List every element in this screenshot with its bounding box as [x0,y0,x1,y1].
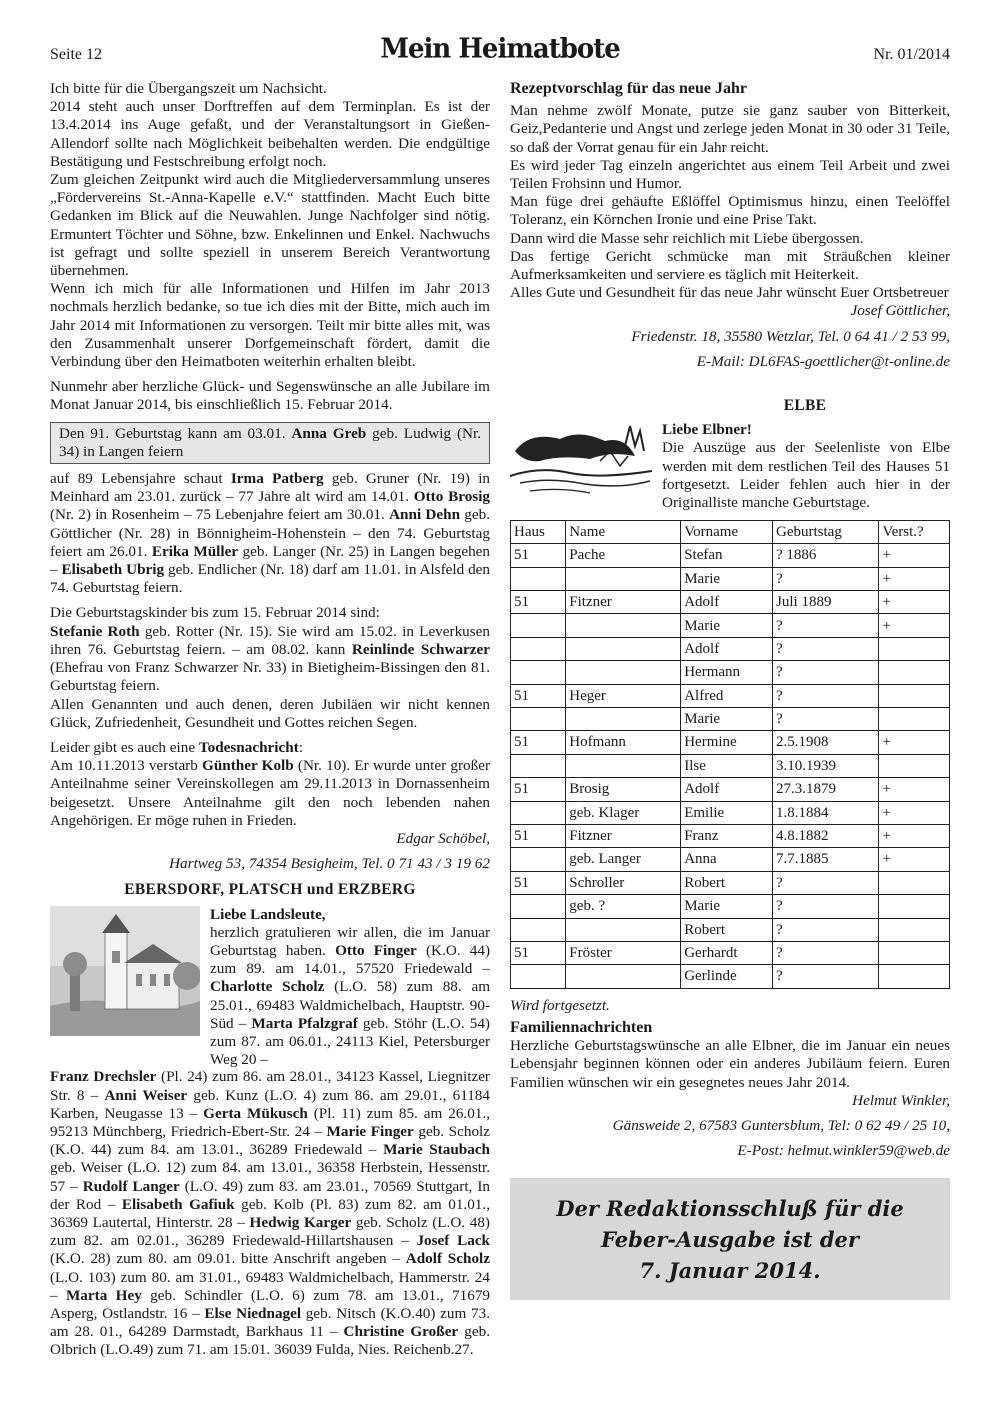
list-detail: geb. Weiser (L.O. 12) zum 84. am 13.01., 36358 Herbstein, Hessenstr. 57 – [50,1159,490,1195]
list-detail: (Pl. 24) zum 86. am 28.01., 34123 Kassel, Liegnitzer Str. 8 – [50,1068,490,1104]
table-cell [511,614,566,637]
list-detail: (L.O. 49) zum 83. am 23.01., 70569 Stuttgart, In der Rod – [50,1177,491,1213]
table-cell [511,965,566,988]
table-cell: ? [773,871,879,894]
table-cell [566,965,681,988]
list-name: Marta Hey [65,1286,142,1304]
paragraph: 2014 steht auch unser Dorftreffen auf dem Terminplan. Es ist der 13.4.2014 ins Auge gefaßt, und der Veranstaltungsort in Gießen-Allendorf sollte nach Möglichkeit beibehalten werden. Die endgültige Bestätigung und Festschreibung erfolgt noch. [50,98,490,170]
table-row [511,871,950,894]
birthday-list [50,1068,490,1359]
table-cell [566,661,681,684]
recipe-text: Man füge drei gehäufte Eßlöffel Optimismus hinzu, einen Teelöffel Toleranz, ein Körnchen Ironie und eine Prise Takt. [510,193,950,229]
table-cell: Robert [681,918,773,941]
table-cell: Hermann [681,661,773,684]
table-header-cell: Haus [511,521,566,544]
table-cell: geb. ? [566,895,681,918]
table-cell: + [879,544,950,567]
table-row [511,941,950,964]
list-name: Rudolf Langer [82,1177,180,1195]
recipe-text: Dann wird die Masse sehr reichlich mit Liebe übergossen. [510,229,864,247]
table-cell: 51 [511,824,566,847]
table-cell: Gerhardt [681,941,773,964]
signature-name: Helmut Winkler, [852,1091,950,1109]
paragraph: Nunmehr aber herzliche Glück- und Segenswünsche an alle Jubilare im Monat Januar 2014, bis einschließlich 15. Februar 2014. [50,378,490,414]
table-cell: Pache [566,544,681,567]
table-cell: 51 [511,684,566,707]
list-name: Else Niednagel [204,1305,302,1322]
table-cell [879,708,950,731]
table-cell: Brosig [566,778,681,801]
table-cell: Fröster [566,941,681,964]
list-name: Hedwig Karger [249,1213,352,1231]
list-name: Marie Finger [326,1122,414,1140]
jubilar-name: Anna Greb [291,424,367,442]
table-cell [511,754,566,777]
page-number: Seite 12 [50,46,102,63]
table-cell: 2.5.1908 [773,731,879,754]
table-header-row [511,521,950,544]
list-name: Elisabeth Gafiuk [121,1195,235,1213]
elbe-greeting: Liebe Elbner! [662,421,752,439]
table-cell: + [879,567,950,590]
table-cell: 51 [511,591,566,614]
recipe-heading: Rezeptvorschlag für das neue Jahr [510,80,748,97]
elbe-text: Die Auszüge aus der Seelenliste von Elbe werden mit dem restlichen Teil des Hauses 51 fortgesetzt. Leider fehlen auch hier in der Originalliste manche Geburtstage. [662,439,950,512]
table-cell [511,567,566,590]
table-row [511,614,950,637]
table-cell: Fitzner [566,824,681,847]
signature-address: Friedenstr. 18, 35580 Wetzlar, Tel. 0 64 41 / 2 53 99, [631,327,950,345]
table-cell: + [879,848,950,871]
table-cell: geb. Langer [566,848,681,871]
table-cell: ? 1886 [773,544,879,567]
list-detail: geb. Scholz (K.O. 44) zum 84. am 13.01., 36289 Friedewald – [50,1122,490,1159]
table-cell [566,637,681,660]
table-cell: 1.8.1884 [773,801,879,824]
table-cell: ? [773,567,879,590]
elbe-block [510,421,950,512]
birthday-paragraph: auf 89 Lebensjahre schaut Irma Patberg geb. Gruner (Nr. 19) in Meinhard am 23.01. zurück – 77 Jahre alt wird am 14.01. Otto Brosig (Nr. 2) in Rosenheim – 75 Lebenjahre feiert am 30.01. Anni Dehn geb. Göttlicher (Nr. 28) in Bönnigheim-Hohenstein – den 74. Geburtstag feiert am 26.01. Erika Müller geb. Langer (Nr. 25) in Langen begehen – Elisabeth Ubrig geb. Endlicher (Nr. 18) darf am 11.01. in Alsfeld den 74. Geburtstag feiern. [50,470,491,597]
table-cell: geb. Klager [566,801,681,824]
table-cell [879,661,950,684]
list-name: Marie Staubach [383,1141,491,1159]
table-cell: + [879,591,950,614]
list-detail: geb. Schindler (L.O. 6) zum 78. am 13.01., 71679 Asperg, Ostlandstr. 16 – [50,1286,491,1322]
signature-name: Josef Göttlicher, [850,302,950,320]
table-cell [511,801,566,824]
table-cell [566,567,681,590]
chapel-photo [50,906,200,1070]
table-cell [879,895,950,918]
table-cell: + [879,614,950,637]
table-row [511,801,950,824]
list-name: Charlotte Scholz [210,978,325,996]
table-cell: + [879,778,950,801]
list-detail: (L.O. 103) zum 80. am 31.01., 69483 Waldmichelbach, Hammerstr. 24 – [50,1268,490,1304]
table-row [511,848,950,871]
list-name: Otto Finger [335,941,417,959]
table-row [511,637,950,660]
list-detail: geb. Kolb (Pl. 83) zum 82. am 01.01., 36369 Lautertal, Hinterstr. 28 – [50,1195,490,1231]
list-detail: (L.O. 58) zum 88. am 25.01., 69483 Waldmichelbach, Hauptstr. 90-Süd – [210,978,491,1032]
left-column [50,80,490,1360]
continued-note: Wird fortgesetzt. [510,996,610,1014]
list-name: Franz Drechsler [50,1068,157,1086]
family-heading: Familiennachrichten [510,1018,653,1036]
table-cell [879,941,950,964]
table-row [511,895,950,918]
list-name: Marta Pfalzgraf [251,1014,358,1032]
list-detail: (Pl. 11) zum 85. am 26.01., 95213 Münchberg, Friedrich-Ebert-Str. 24 – [50,1104,490,1140]
table-row [511,684,950,707]
table-header-cell: Geburtstag [773,521,879,544]
table-body [511,544,950,988]
table-cell: ? [773,918,879,941]
signature-name: Edgar Schöbel, [396,829,490,847]
table-row [511,731,950,754]
table-cell: Hermine [681,731,773,754]
landscape-illustration [510,421,652,512]
elbe-heading: ELBE [783,397,827,415]
greeting-text: Liebe Landsleute, herzlich gratulieren wir allen, die im Januar Geburtstag haben. Otto Finger (K.O. 44) zum 89. am 14.01., 57520 Friedewald – Charlotte Scholz (L.O. 58) zum 88. am 25.01., 69483 Waldmichelbach, Hauptstr. 90-Süd – Marta Pfalzgraf geb. Stöhr (L.O. 54) zum 87. am 06.01., 24113 Kiel, Petersburger Weg 20 – [210,905,491,1069]
census-table [510,520,950,988]
february-intro: Die Geburtstagskinder bis zum 15. Februar 2014 sind: [50,604,380,622]
table-cell: Marie [681,708,773,731]
table-row [511,591,950,614]
table-cell: 4.8.1882 [773,824,879,847]
paragraph: Wenn ich mich für alle Informationen und Hilfen im Jahr 2013 nochmals herzlich bedanke, so tue ich dies mit der Bitte, mich auch im Jahr 2014 mit Informationen zu versorgen. Teilt mir bitte alles mit, was den Zusammenhalt unserer Dorfgemeinschaft fördert, damit die Verbindung über den Heimatboten weiterhin erhalten bleibt. [50,280,490,371]
table-cell: Marie [681,614,773,637]
table-cell [511,848,566,871]
signature-address: Hartweg 53, 74354 Besigheim, Tel. 0 71 43 / 3 19 62 [169,855,490,873]
table-cell: Schroller [566,871,681,894]
recipe-text: Das fertige Gericht schmücke man mit Sträußchen kleiner Aufmerksamkeiten und serviere es täglich mit Heiterkeit. [510,247,950,284]
table-cell: Marie [681,567,773,590]
table-cell: Alfred [681,684,773,707]
table-cell [879,637,950,660]
table-cell: + [879,731,950,754]
table-row [511,754,950,777]
table-cell [879,754,950,777]
table-cell: ? [773,614,879,637]
table-row [511,824,950,847]
table-cell: + [879,801,950,824]
table-cell: ? [773,965,879,988]
section-heading: EBERSDORF, PLATSCH und ERZBERG [124,881,416,899]
table-cell: 3.10.1939 [773,754,879,777]
table-cell: Adolf [681,591,773,614]
table-row [511,965,950,988]
table-cell: + [879,824,950,847]
table-cell: Heger [566,684,681,707]
table-cell: ? [773,941,879,964]
table-row [511,708,950,731]
list-name: Josef Lack [416,1232,491,1250]
list-detail: (K.O. 28) zum 80. am 09.01. bitte Anschrift angeben – [50,1250,406,1268]
table-cell: Marie [681,895,773,918]
masthead-logo: Mein Heimatbote [380,33,620,65]
table-cell: 51 [511,871,566,894]
list-detail: geb. Scholz (L.O. 48) zum 82. am 02.01., 36289 Friedewald-Hillartshausen – [50,1213,490,1250]
table-cell: Robert [681,871,773,894]
table-cell: Adolf [681,637,773,660]
recipe-text: Alles Gute und Gesundheit für das neue Jahr wünscht Euer Ortsbetreuer [510,284,949,302]
table-cell [511,637,566,660]
greeting: Liebe Landsleute, [210,905,326,923]
table-cell [511,661,566,684]
table-cell: Anna [681,848,773,871]
table-header-cell: Vorname [681,521,773,544]
table-header-cell: Verst.? [879,521,950,544]
table-cell: ? [773,661,879,684]
recipe-text: Es wird jeder Tag einzeln angerichtet aus einem Teil Arbeit und zwei Teilen Frohsinn und Humor. [510,156,950,193]
table-cell: ? [773,895,879,918]
table-row [511,544,950,567]
paragraph: Zum gleichen Zeitpunkt wird auch die Mitgliederversammlung unseres „Fördervereins St.-Anna-Kapelle e.V.“ stattfinden. Macht Euch bitte Gedanken im Blick auf die Neuwahlen. Junge Nachfolger sind nötig. Ermuntert Töchter und Söhne, bzw. Enkelinnen und Enkel. Nachwuchs ist gefragt und sollte speziell in unserem Bereich Verantwortung übernehmen. [50,171,490,280]
table-cell: Franz [681,824,773,847]
table-header-cell: Name [566,521,681,544]
table-cell: 7.7.1885 [773,848,879,871]
table-row [511,567,950,590]
list-name: Christine Großer [343,1323,459,1341]
issue-number: Nr. 01/2014 [873,46,950,63]
table-cell: 51 [511,778,566,801]
table-cell: ? [773,637,879,660]
death-notice: Leider gibt es auch eine Todesnachricht: Am 10.11.2013 verstarb Günther Kolb (Nr. 10). Er wurde unter großer Anteilnahme seiner Vereinskollegen am 29.11.2013 in Dornassenheim beigesetzt. Unsere Anteilnahme gilt den noch lebenden nahen Angehörigen. Er möge ruhen in Frieden. [50,738,491,829]
table-cell: Juli 1889 [773,591,879,614]
table-cell: Ilse [681,754,773,777]
table-cell [511,918,566,941]
table-cell: 51 [511,941,566,964]
table-cell [566,708,681,731]
recipe-text: Man nehme zwölf Monate, putze sie ganz sauber von Bitterkeit, Geiz,Pedanterie und Angst und zerlege jeden Monat in 30 oder 31 Teile, so daß der Vorrat genau für ein Jahr reicht. [510,102,950,156]
wishes-paragraph: Allen Genannten und auch denen, deren Jubiläen wir nicht kennen Glück, Zufriedenheit, Gesundheit und Gottes reichen Segen. [50,695,490,731]
table-cell [879,965,950,988]
signature-address: Gänsweide 2, 67583 Guntersblum, Tel: 0 62 49 / 25 10, [612,1116,950,1134]
table-cell: ? [773,684,879,707]
table-cell: 51 [511,544,566,567]
list-name: Gerta Mükusch [203,1104,308,1122]
table-cell: Hofmann [566,731,681,754]
table-cell [879,871,950,894]
table-cell: Gerlinde [681,965,773,988]
signature-email: E-Post: helmut.winkler59@web.de [737,1142,950,1160]
table-cell: Stefan [681,544,773,567]
table-cell [566,918,681,941]
table-cell [511,708,566,731]
paragraph: Ich bitte für die Übergangszeit um Nachsicht. [50,80,327,97]
list-name: Anni Weiser [104,1086,188,1104]
table-cell: ? [773,708,879,731]
table-cell: 51 [511,731,566,754]
table-cell: Adolf [681,778,773,801]
february-birthdays: Stefanie Roth geb. Rotter (Nr. 15). Sie wird am 15.02. in Leverkusen ihren 76. Geburtstag feiern. – am 08.02. kann Reinlinde Schwarzer (Ehefrau von Franz Schwarzer Nr. 33) in Bietigheim-Bissingen den 81. Geburtstag feiern. [50,622,491,695]
page-header [50,34,950,70]
table-cell: 27.3.1879 [773,778,879,801]
table-cell [879,918,950,941]
table-cell: Fitzner [566,591,681,614]
table-cell [511,895,566,918]
table-row [511,918,950,941]
list-detail: geb. Kunz (L.O. 4) zum 86. am 29.01., 61184 Karben, Neugasse 13 – [50,1086,490,1122]
table-cell [879,684,950,707]
highlight-box: Den 91. Geburtstag kann am 03.01. Anna Greb geb. Ludwig (Nr. 34) in Langen feiern [50,422,490,464]
list-name: Adolf Scholz [405,1250,490,1268]
deadline-box: Der Redaktionsschluß für die Feber-Ausgabe ist der 7. Januar 2014. [510,1178,950,1300]
table-cell [566,614,681,637]
table-cell: Emilie [681,801,773,824]
chapel-block [50,906,490,1070]
list-detail: (K.O. 44) zum 89. am 14.01., 57520 Friedewald – [210,941,491,978]
right-column [510,80,950,1300]
table-row [511,778,950,801]
table-cell [566,754,681,777]
list-detail: geb. Olbrich (L.O.49) zum 71. am 15.01. 36039 Fulda, Nies. Reichenb.27. [50,1323,490,1359]
table-row [511,661,950,684]
list-detail: geb. Nitsch (K.O.40) zum 73. am 28. 01., 64289 Darmstadt, Barkhaus 11 – [50,1305,490,1341]
list-detail: geb. Stöhr (L.O. 54) zum 87. am 06.01., 24113 Kiel, Petersburger Weg 20 – [210,1014,490,1069]
signature-email: E-Mail: DL6FAS-goettlicher@t-online.de [696,352,950,370]
family-text: Herzliche Geburtstagswünsche an alle Elbner, die im Januar ein neues Lebensjahr beginnen können oder ein anderes Jubiläum feiern. Euren Familien wünschen wir ein gesegnetes neues Jahr 2014. [510,1037,950,1091]
